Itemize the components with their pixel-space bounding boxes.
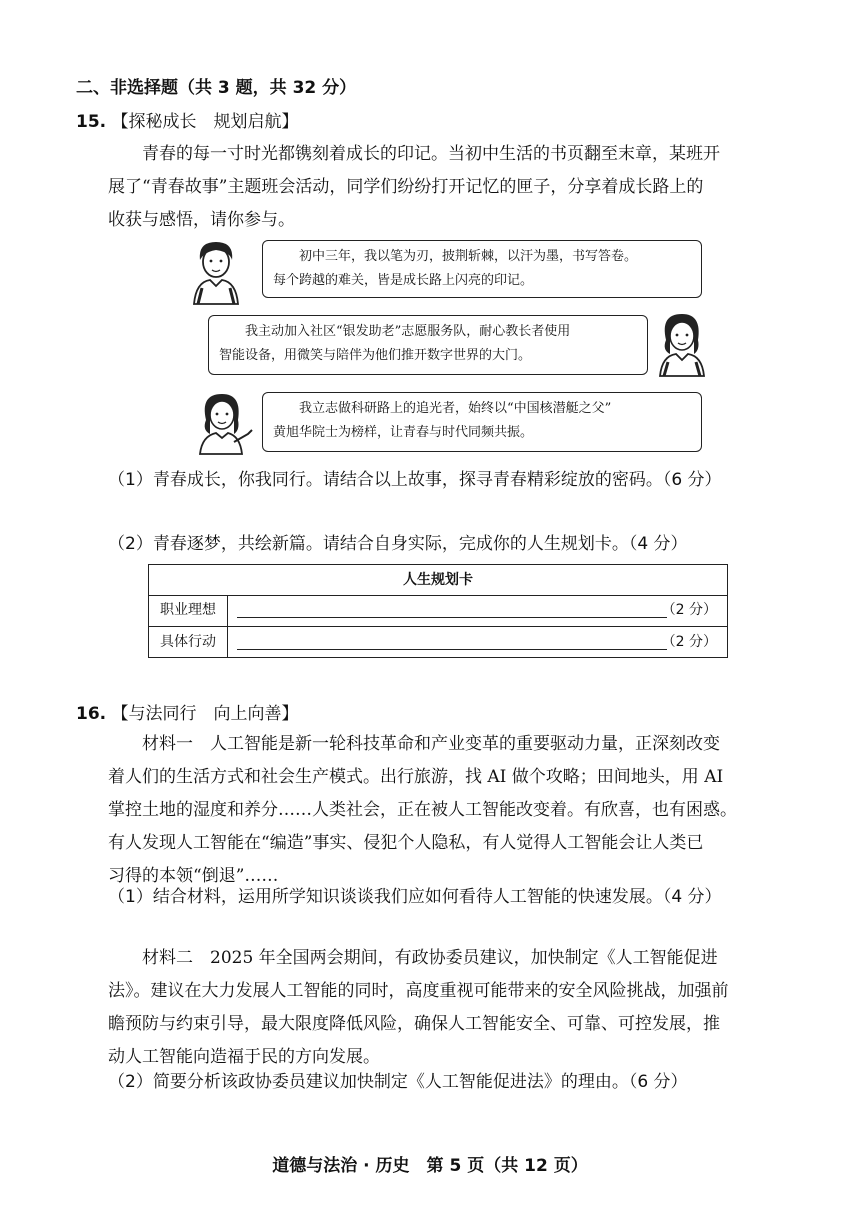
answer-blank[interactable] <box>237 617 667 618</box>
speech-bubble-1 <box>262 240 702 298</box>
card-title: 人生规划卡 <box>149 565 727 596</box>
q15-intro-line: 青春的每一寸时光都镌刻着成长的印记。当初中生活的书页翻至末章，某班开 <box>142 144 720 164</box>
material1-line: 掌控土地的湿度和养分……人类社会，正在被人工智能改变着。有欣喜，也有困惑。 <box>108 800 737 820</box>
q16-material1 <box>108 728 798 893</box>
student-boy-illustration <box>190 238 242 306</box>
bubble-3-line: 黄旭华院士为榜样，让青春与时代同频共振。 <box>273 425 534 440</box>
material2-line: 瞻预防与约束引导，最大限度降低风险，确保人工智能安全、可靠、可控发展，推 <box>108 1014 720 1034</box>
q15-header <box>76 110 299 134</box>
q15-sub2: （2）青春逐梦，共绘新篇。请结合自身实际，完成你的人生规划卡。（4 分） <box>108 534 688 554</box>
q16-sub2: （2）简要分析该政协委员建议加快制定《人工智能促进法》的理由。（6 分） <box>108 1072 688 1092</box>
material2-line: 材料二 2025 年全国两会期间，有政协委员建议，加快制定《人工智能促进 <box>142 948 718 968</box>
speech-bubble-2 <box>208 315 648 375</box>
q16-title: 【与法同行 向上向善】 <box>111 704 299 724</box>
q16-number: 16. <box>76 704 107 724</box>
q15-intro-line: 收获与感悟，请你参与。 <box>108 210 295 230</box>
card-row-action <box>149 627 727 658</box>
bubble-2-line: 我主动加入社区“银发助老”志愿服务队，耐心教长者使用 <box>245 324 571 339</box>
material2-line: 法》。建议在大力发展人工智能的同时，高度重视可能带来的安全风险挑战，加强前 <box>108 981 729 1001</box>
q16-material2 <box>108 942 798 1074</box>
card-row-label: 职业理想 <box>149 595 228 626</box>
card-row-label: 具体行动 <box>149 627 228 658</box>
card-row-points: （2 分） <box>661 634 717 650</box>
card-row-career <box>149 595 727 627</box>
q15-number: 15. <box>76 112 107 132</box>
student-girl-illustration <box>654 310 708 378</box>
bubble-1-line: 每个跨越的难关，皆是成长路上闪亮的印记。 <box>273 273 534 288</box>
material1-line: 着人们的生活方式和社会生产模式。出行旅游，找 AI 做个攻略；田间地头，用 AI <box>108 767 724 787</box>
page-footer: 道德与法治 · 历史 第 5 页（共 12 页） <box>272 1156 588 1176</box>
q15-intro <box>108 138 798 237</box>
q16-sub1: （1）结合材料，运用所学知识谈谈我们应如何看待人工智能的快速发展。（4 分） <box>108 887 722 907</box>
q15-title: 【探秘成长 规划启航】 <box>111 112 299 132</box>
material1-line: 习得的本领“倒退”…… <box>108 866 279 886</box>
q15-sub1: （1）青春成长，你我同行。请结合以上故事，探寻青春精彩绽放的密码。（6 分） <box>108 470 722 490</box>
answer-blank[interactable] <box>237 649 667 650</box>
bubble-3-line: 我立志做科研路上的追光者，始终以“中国核潜艇之父” <box>299 401 612 416</box>
material1-line: 有人发现人工智能在“编造”事实、侵犯个人隐私，有人觉得人工智能会让人类已 <box>108 833 704 853</box>
section-title: 二、非选择题（共 3 题，共 32 分） <box>76 78 357 98</box>
q15-intro-line: 展了“青春故事”主题班会活动，同学们纷纷打开记忆的匣子，分享着成长路上的 <box>108 177 704 197</box>
material2-line: 动人工智能向造福于民的方向发展。 <box>108 1047 380 1067</box>
card-row-points: （2 分） <box>661 602 717 618</box>
bubble-2-line: 智能设备，用微笑与陪伴为他们推开数字世界的大门。 <box>219 348 532 363</box>
student-girl-pointing-illustration <box>196 390 254 456</box>
speech-bubble-3 <box>262 392 702 452</box>
life-plan-card <box>148 564 728 658</box>
q16-header <box>76 702 299 726</box>
material1-line: 材料一 人工智能是新一轮科技革命和产业变革的重要驱动力量，正深刻改变 <box>142 734 720 754</box>
bubble-1-line: 初中三年，我以笔为刃，披荆斩棘，以汗为墨，书写答卷。 <box>299 249 638 264</box>
